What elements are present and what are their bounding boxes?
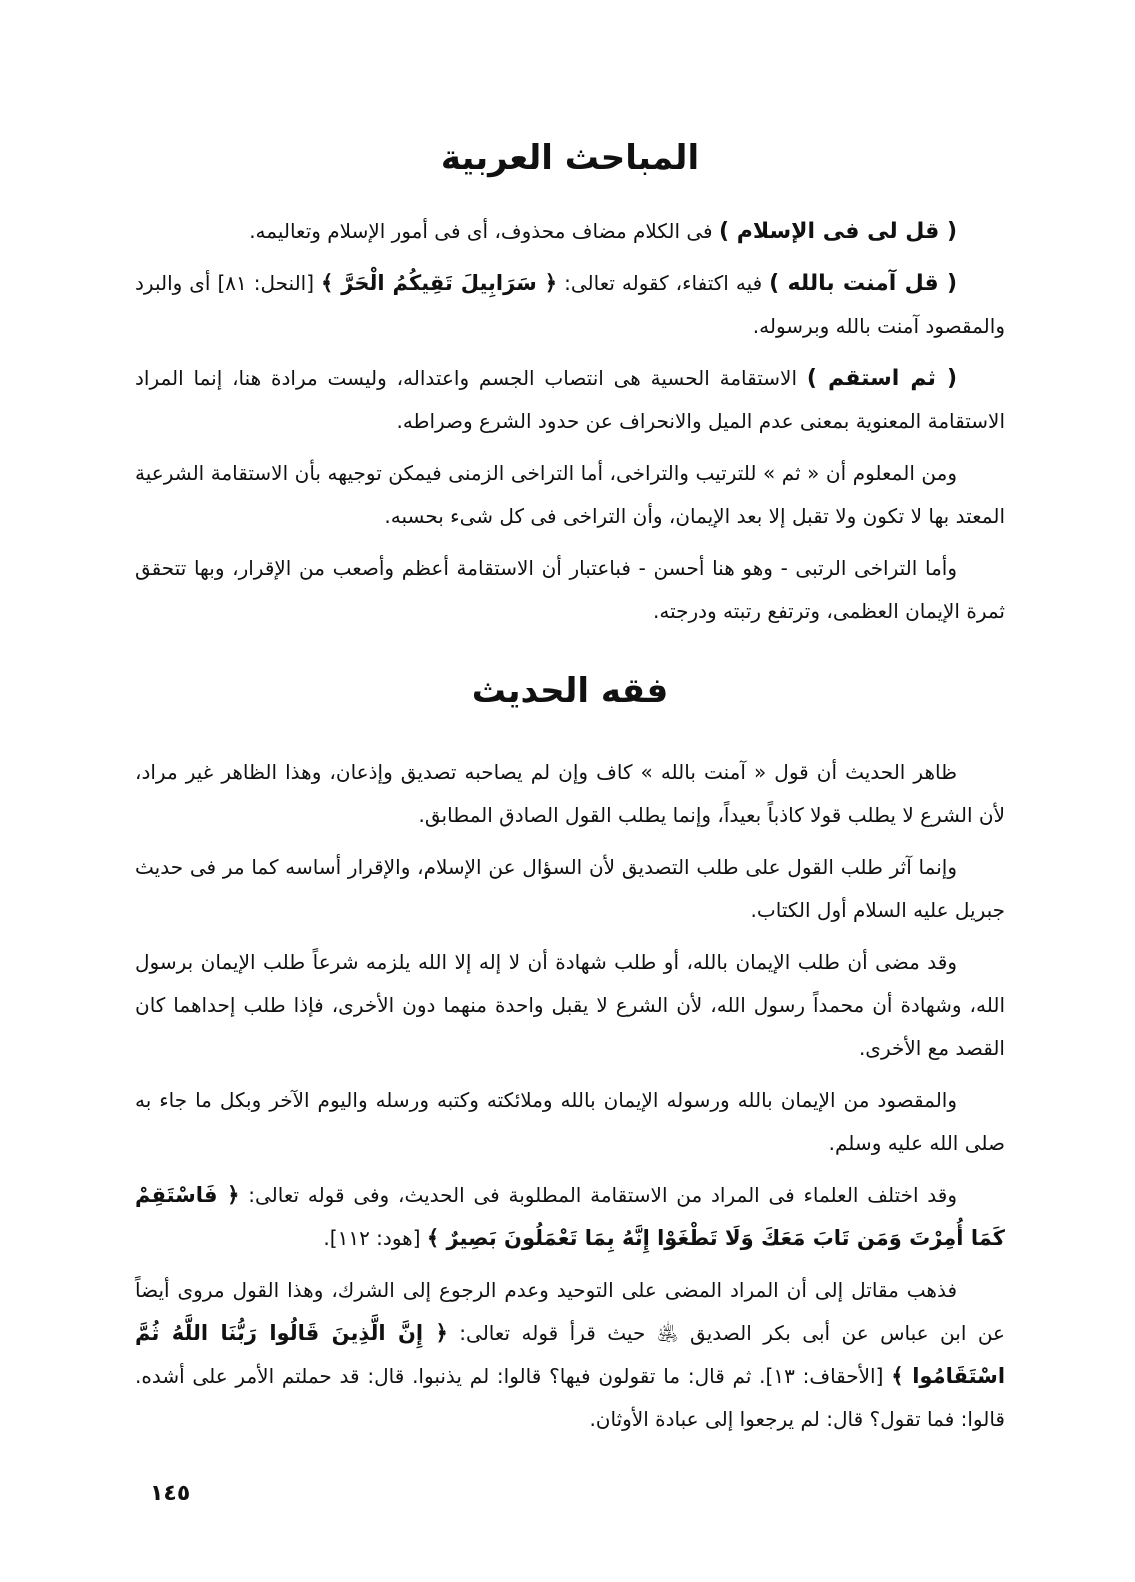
paragraph-text: [هود: ١١٢]. [323,1226,421,1250]
section-title-arabic-studies: المباحث العربية [440,138,700,178]
paragraph [135,1269,1005,1441]
paragraph-text: [الأحقاف: ١٣]. ثم قال: ما تقولون فيها؟ قالوا: لم يذنبوا. قال: قد حملتم الأمر على أشده. قالوا: فما تقول؟ قال: لم يرجعوا إلى عبادة الأوثان. [135,1364,1005,1431]
paragraph-text: [النحل: ٨١] أى والبرد والمقصود آمنت بالله وبرسوله. [135,271,1005,338]
paragraph [135,1174,1005,1260]
paragraph: والمقصود من الإيمان بالله ورسوله الإيمان بالله وملائكته وكتبه ورسله واليوم الآخر وبكل ما جاء به صلى الله عليه وسلم. [135,1088,1005,1155]
paragraph: وإنما آثر طلب القول على طلب التصديق لأن السؤال عن الإسلام، والإقرار أساسه كما مر فى حديث جبريل عليه السلام أول الكتاب. [135,855,1005,922]
page-number: ١٤٥ [150,1481,191,1506]
quran-verse: ﴿ سَرَابِيلَ تَقِيكُمُ الْحَرَّ ﴾ [321,271,558,295]
paragraph [135,262,1005,348]
paragraph [135,210,1005,253]
hadith-phrase: ( ثم استقم ) [806,366,958,391]
section-title-hadith-jurisprudence: فقه الحديث [471,671,669,711]
quran-verse: ﴿ فَاسْتَقِمْ كَمَا أُمِرْتَ وَمَن تَابَ مَعَكَ وَلَا تَطْغَوْا إِنَّهُ بِمَا تَعْمَلُونَ بَصِيرٌ ﴾ [135,1183,1005,1250]
paragraph-text: فذهب مقاتل إلى أن المراد المضى على التوحيد وعدم الرجوع إلى الشرك، وهذا القول مروى أيضاً عن ابن عباس عن أبى بكر الصديق ﵁ حيث قرأ قوله تعالى: [135,1278,1005,1345]
paragraph-text: فيه اكتفاء، كقوله تعالى: [564,271,763,295]
paragraph-text: الاستقامة الحسية هى انتصاب الجسم واعتداله، وليست مرادة هنا، إنما المراد الاستقامة المعنوية بمعنى عدم الميل والانحراف عن حدود الشرع وصراطه. [135,366,1005,433]
paragraph: وقد مضى أن طلب الإيمان بالله، أو طلب شهادة أن لا إله إلا الله يلزمه شرعاً طلب الإيمان برسول الله، وشهادة أن محمداً رسول الله، لأن الشرع لا يقبل واحدة منهما دون الأخرى، فإذا طلب إحداهما كان القصد مع الأخرى. [135,950,1005,1060]
hadith-phrase: ( قل لى فى الإسلام ) [718,219,957,244]
paragraph: ومن المعلوم أن « ثم » للترتيب والتراخى، أما التراخى الزمنى فيمكن توجيهه بأن الاستقامة الشرعية المعتد بها لا تكون ولا تقبل إلا بعد الإيمان، وأن التراخى فى كل شىء بحسبه. [135,461,1005,528]
hadith-phrase: ( قل آمنت بالله ) [769,271,958,296]
quran-verse: ﴿ إِنَّ الَّذِينَ قَالُوا رَبُّنَا اللَّهُ ثُمَّ اسْتَقَامُوا ﴾ [135,1321,1006,1388]
paragraph: ظاهر الحديث أن قول « آمنت بالله » كاف وإن لم يصاحبه تصديق وإذعان، وهذا الظاهر غير مراد، لأن الشرع لا يطلب قولا كاذباً بعيداً، وإنما يطلب القول الصادق المطابق. [135,760,1005,827]
paragraph [135,357,1005,443]
paragraph-text: فى الكلام مضاف محذوف، أى فى أمور الإسلام وتعاليمه. [249,219,713,243]
paragraph: وأما التراخى الرتبى - وهو هنا أحسن - فباعتبار أن الاستقامة أعظم وأصعب من الإقرار، وبها تتحقق ثمرة الإيمان العظمى، وترتفع رتبته ودرجته. [135,556,1005,623]
paragraph-text: وقد اختلف العلماء فى المراد من الاستقامة المطلوبة فى الحديث، وفى قوله تعالى: [248,1183,958,1207]
